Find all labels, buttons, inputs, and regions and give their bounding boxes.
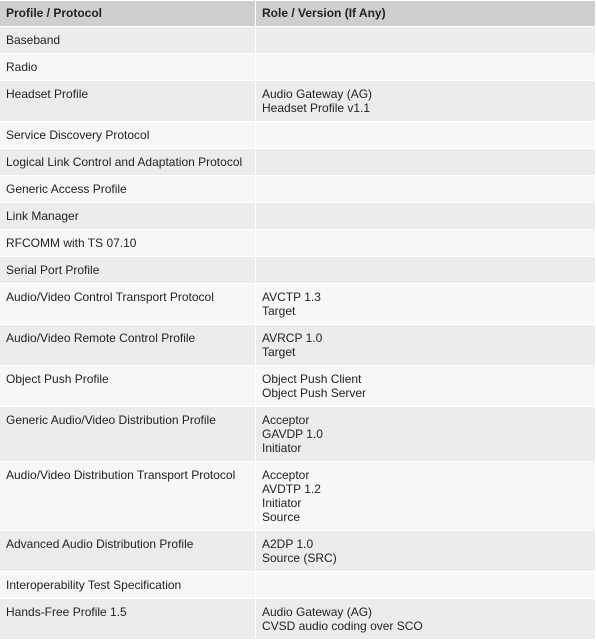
column-header-profile: Profile / Protocol [0, 1, 256, 26]
table-row [0, 257, 595, 284]
role-cell: Acceptor AVDTP 1.2 Initiator Source [256, 462, 595, 530]
role-cell: Acceptor GAVDP 1.0 Initiator [256, 407, 595, 461]
role-cell [256, 54, 595, 80]
table-row [0, 462, 595, 531]
role-cell [256, 257, 595, 283]
role-cell [256, 230, 595, 256]
role-cell: A2DP 1.0 Source (SRC) [256, 531, 595, 571]
table-row [0, 176, 595, 203]
table-row [0, 149, 595, 176]
profile-cell: Radio [0, 54, 256, 80]
role-cell: Audio Gateway (AG) CVSD audio coding over SCO [256, 599, 595, 639]
table-row [0, 27, 595, 54]
role-cell [256, 572, 595, 598]
role-cell [256, 149, 595, 175]
table-row [0, 81, 595, 122]
table-row [0, 572, 595, 599]
profile-cell: Audio/Video Remote Control Profile [0, 325, 256, 365]
role-cell [256, 176, 595, 202]
role-cell [256, 203, 595, 229]
table-row [0, 54, 595, 81]
table-body [0, 27, 595, 640]
table-row [0, 203, 595, 230]
table-row [0, 531, 595, 572]
profile-cell: RFCOMM with TS 07.10 [0, 230, 256, 256]
profile-cell: Logical Link Control and Adaptation Protocol [0, 149, 256, 175]
profile-cell: Serial Port Profile [0, 257, 256, 283]
profile-cell: Hands-Free Profile 1.5 [0, 599, 256, 639]
table-row [0, 599, 595, 640]
profile-cell: Advanced Audio Distribution Profile [0, 531, 256, 571]
role-cell: Audio Gateway (AG) Headset Profile v1.1 [256, 81, 595, 121]
table-row [0, 230, 595, 257]
column-header-role: Role / Version (If Any) [256, 1, 595, 26]
profile-cell: Baseband [0, 27, 256, 53]
table-row [0, 122, 595, 149]
profile-cell: Object Push Profile [0, 366, 256, 406]
role-cell: AVRCP 1.0 Target [256, 325, 595, 365]
role-cell [256, 27, 595, 53]
role-cell: AVCTP 1.3 Target [256, 284, 595, 324]
profile-cell: Audio/Video Distribution Transport Protocol [0, 462, 256, 530]
table-row [0, 284, 595, 325]
table-row [0, 407, 595, 462]
profile-cell: Link Manager [0, 203, 256, 229]
table-row [0, 325, 595, 366]
table-header-row [0, 1, 595, 27]
profile-cell: Generic Audio/Video Distribution Profile [0, 407, 256, 461]
profile-cell: Interoperability Test Specification [0, 572, 256, 598]
profile-cell: Generic Access Profile [0, 176, 256, 202]
table-row [0, 366, 595, 407]
role-cell: Object Push Client Object Push Server [256, 366, 595, 406]
profile-cell: Audio/Video Control Transport Protocol [0, 284, 256, 324]
profile-cell: Service Discovery Protocol [0, 122, 256, 148]
role-cell [256, 122, 595, 148]
profile-cell: Headset Profile [0, 81, 256, 121]
